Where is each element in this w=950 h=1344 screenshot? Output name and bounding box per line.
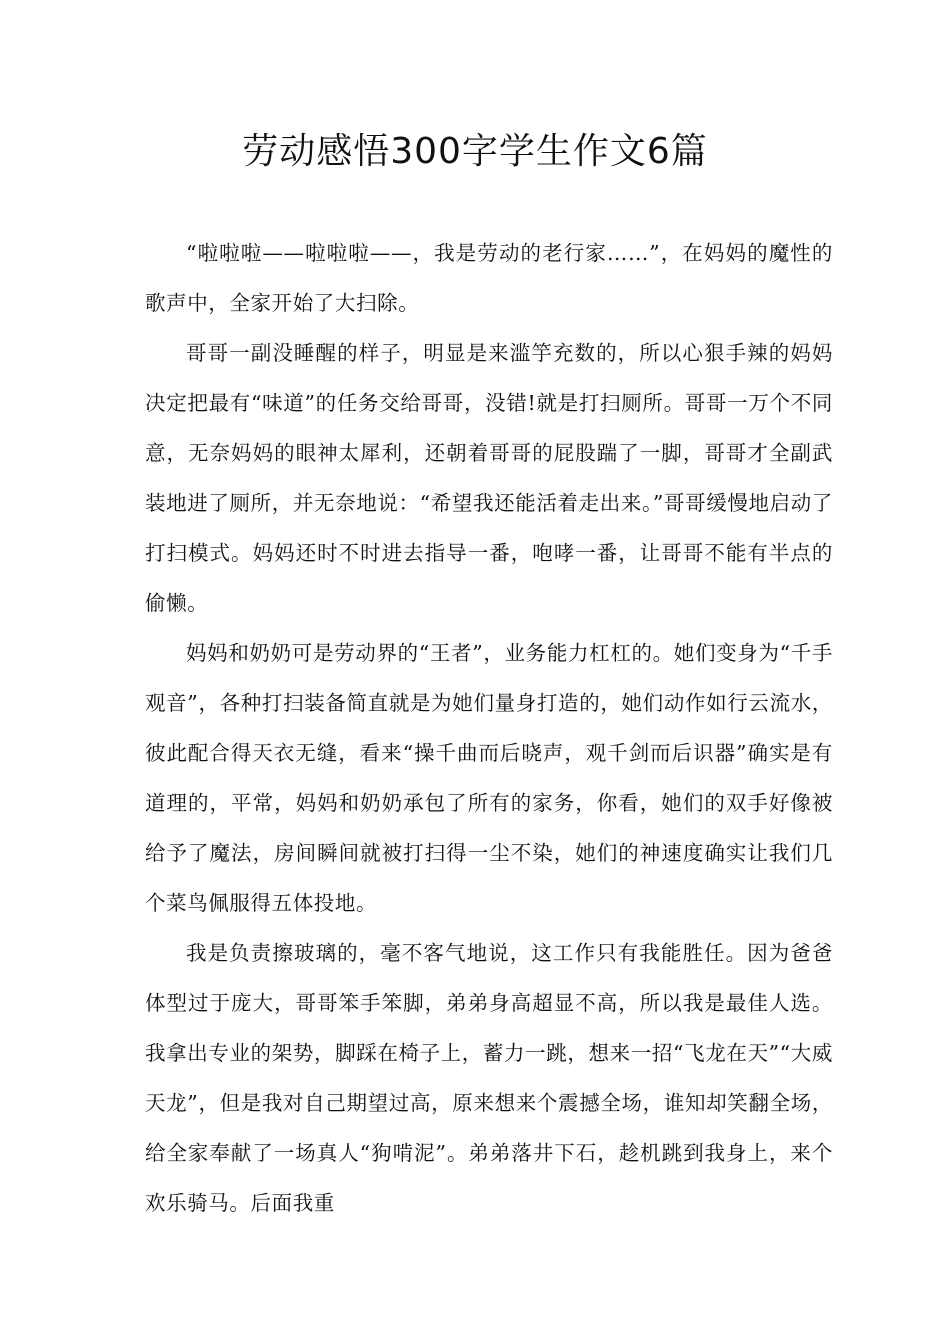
paragraph: 哥哥一副没睡醒的样子，明显是来滥竽充数的，所以心狠手辣的妈妈决定把最有“味道”的任务交给哥哥，没错!就是打扫厕所。哥哥一万个不同意，无奈妈妈的眼神太犀利，还朝着哥哥的屁股踹了一脚，哥哥才全副武装地进了厕所，并无奈地说：“希望我还能活着走出来。”哥哥缓慢地启动了打扫模式。妈妈还时不时进去指导一番，咆哮一番，让哥哥不能有半点的偷懒。 — [145, 341, 833, 615]
paragraph: “啦啦啦——啦啦啦——，我是劳动的老行家……”，在妈妈的魔性的歌声中，全家开始了大扫除。 — [145, 241, 833, 315]
paragraph: 我是负责擦玻璃的，毫不客气地说，这工作只有我能胜任。因为爸爸体型过于庞大，哥哥笨手笨脚，弟弟身高超显不高，所以我是最佳人选。我拿出专业的架势，脚踩在椅子上，蓄力一跳，想来一招“飞龙在天”“大威天龙”，但是我对自己期望过高，原来想来个震撼全场，谁知却笑翻全场，给全家奉献了一场真人“狗啃泥”。弟弟落井下石，趁机跳到我身上，来个欢乐骑马。后面我重 — [145, 941, 833, 1215]
paragraph: 妈妈和奶奶可是劳动界的“王者”，业务能力杠杠的。她们变身为“千手观音”，各种打扫装备简直就是为她们量身打造的，她们动作如行云流水，彼此配合得天衣无缝，看来“操千曲而后晓声，观千剑而后识器”确实是有道理的，平常，妈妈和奶奶承包了所有的家务，你看，她们的双手好像被给予了魔法，房间瞬间就被打扫得一尘不染，她们的神速度确实让我们几个菜鸟佩服得五体投地。 — [145, 641, 833, 915]
document-title: 劳动感悟300字学生作文6篇 — [242, 131, 708, 172]
document-body — [145, 228, 833, 1228]
